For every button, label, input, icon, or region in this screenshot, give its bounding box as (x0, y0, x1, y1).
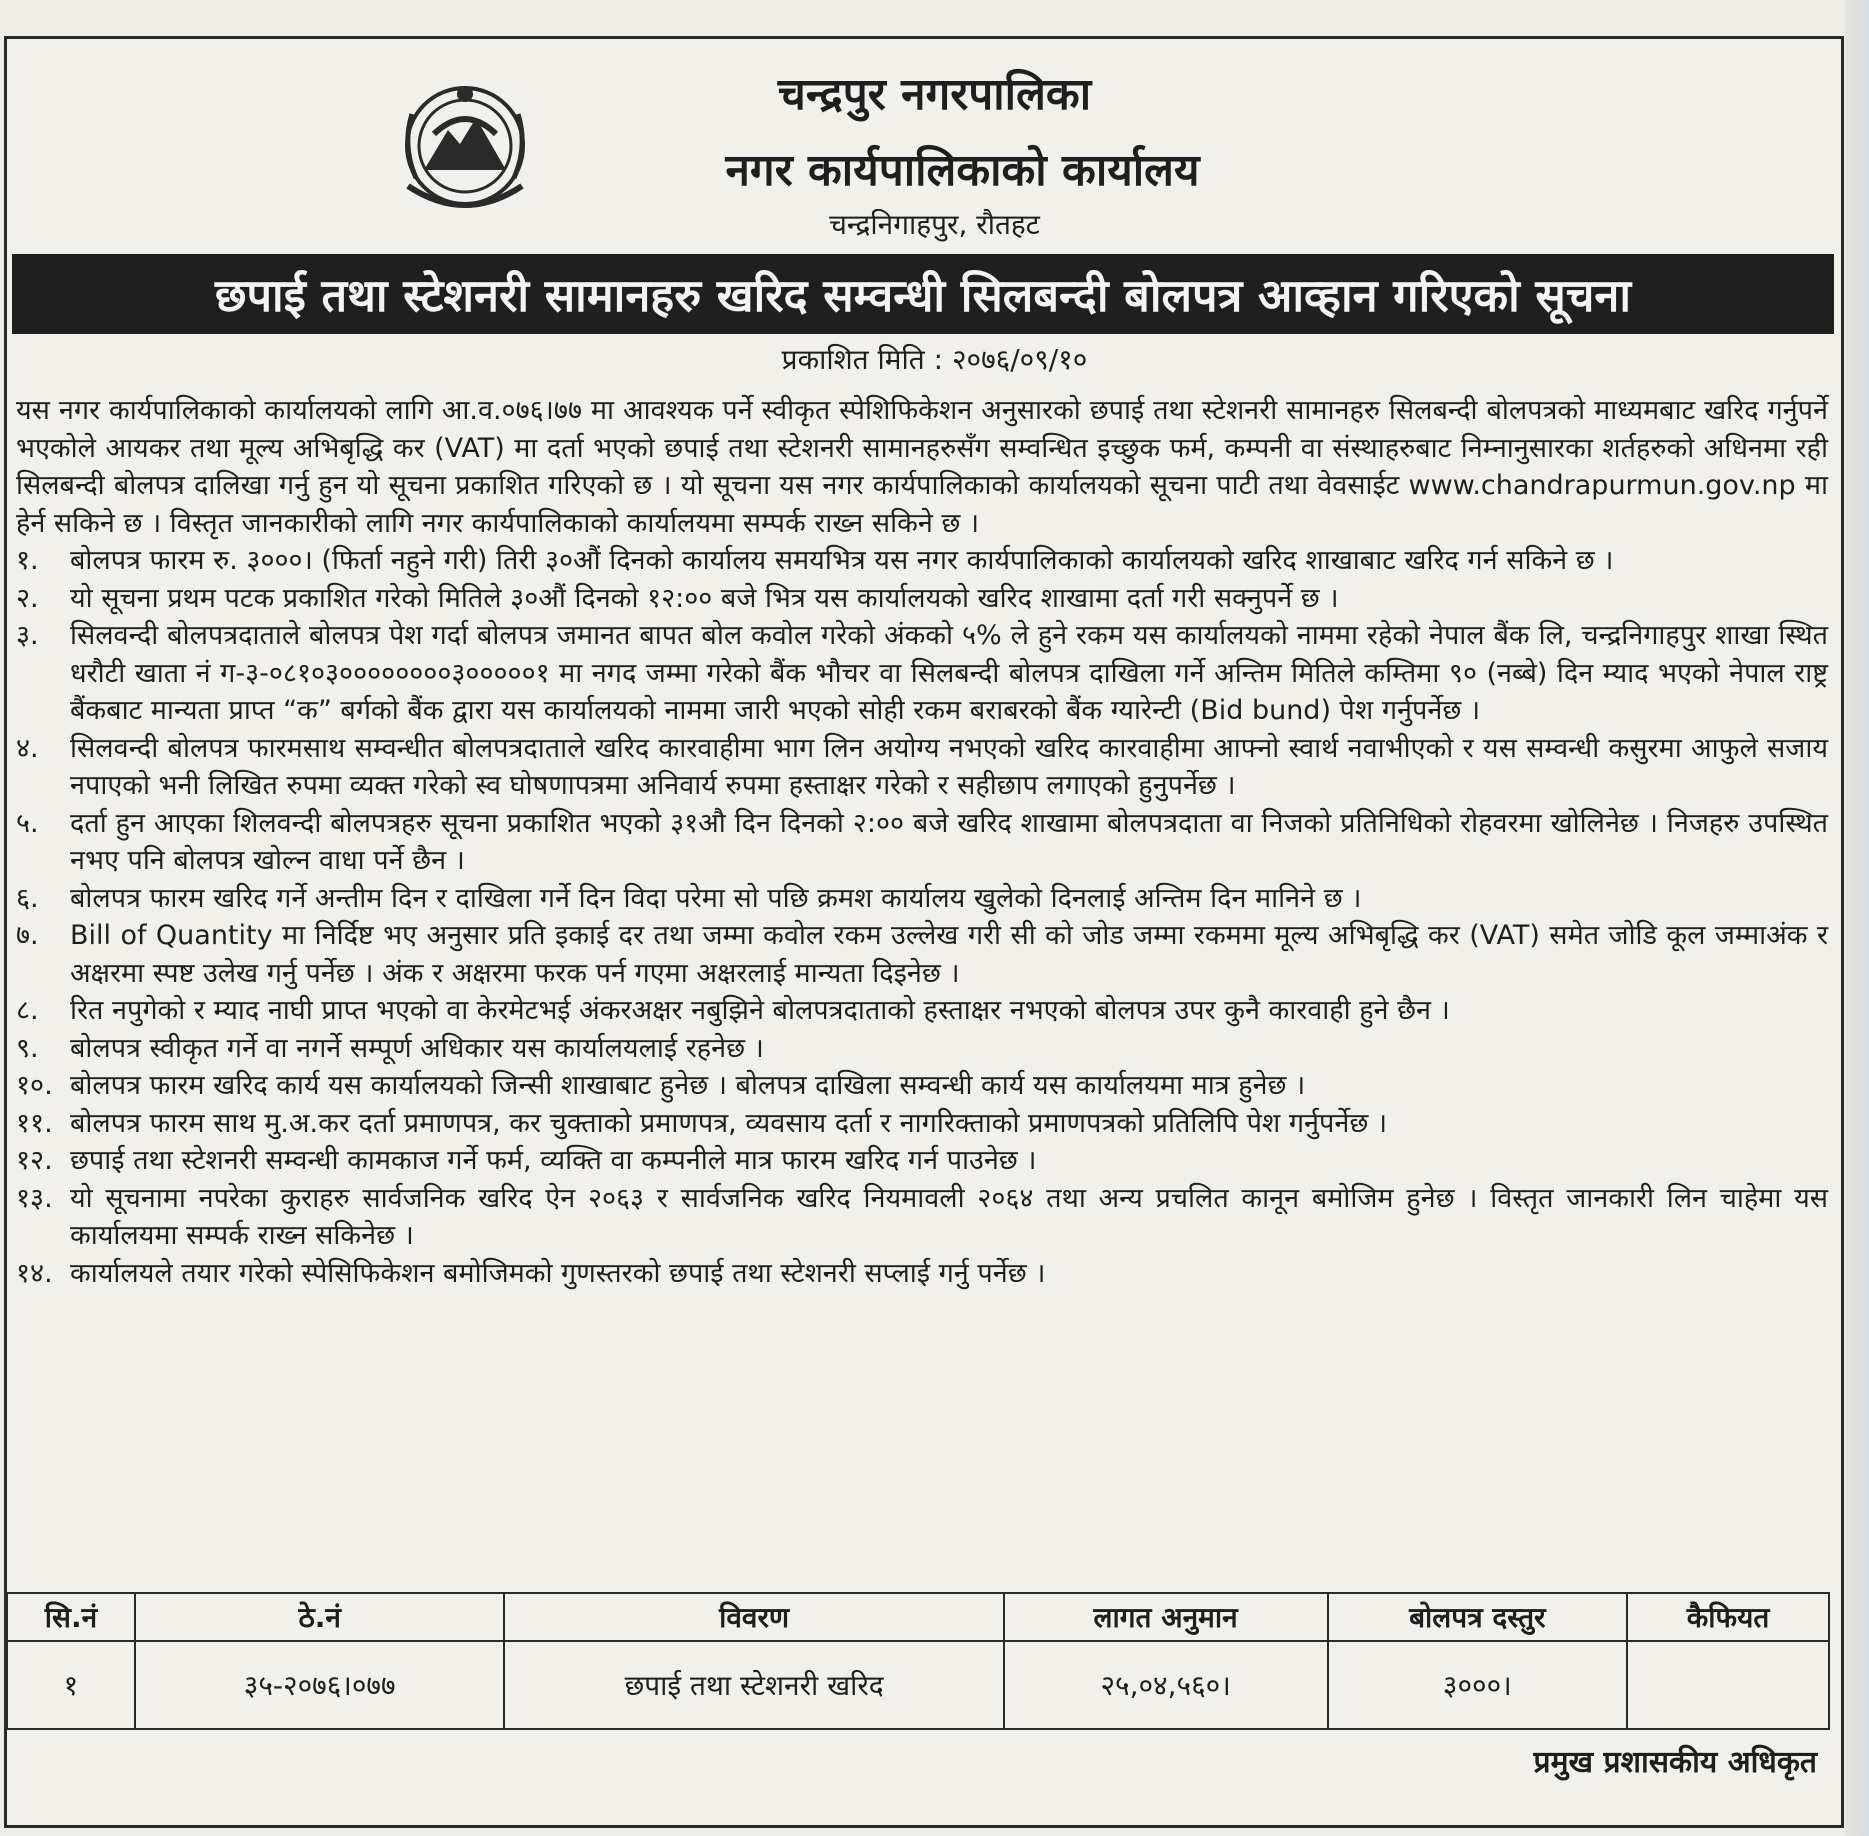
list-item (16, 992, 1828, 1030)
table-header-row (7, 1593, 1829, 1641)
item-text: यो सूचना प्रथम पटक प्रकाशित गरेको मितिले ३०औं दिनको १२:०० बजे भित्र यस कार्यालयको खरिद शाखामा दर्ता गरी सक्नुपर्ने छ । (70, 582, 1339, 614)
terms-list (16, 542, 1828, 1292)
item-text: Bill of Quantity मा निर्दिष्ट भए अनुसार प्रति इकाई दर तथा जम्मा कवोल रकम उल्लेख गरी सी को जोड जम्मा रकममा मूल्य अभिबृद्धि कर (VAT) समेत जोडि कूल जम्माअंक र अक्षरमा स्पष्ट उलेख गर्नु पर्नेछ । अंक र अक्षरमा फरक पर्न गएमा अक्षरलाई मान्यता दिइनेछ । (70, 920, 1828, 989)
item-text: छपाई तथा स्टेशनरी सम्वन्धी कामकाज गर्ने फर्म, व्यक्ति वा कम्पनीले मात्र फारम खरिद गर्न पाउनेछ । (70, 1145, 1037, 1176)
notice-body (16, 392, 1828, 1292)
office-name: नगर कार्यपालिकाको कार्यालय (725, 145, 1200, 196)
cell-description: छपाई तथा स्टेशनरी खरिद (504, 1641, 1003, 1729)
cell-cost-estimate: २५,०४,५६०। (1004, 1641, 1328, 1729)
cell-bid-fee: ३०००। (1328, 1641, 1628, 1729)
list-item (16, 730, 1828, 805)
list-item (16, 1030, 1828, 1068)
item-number: १०. (16, 1070, 53, 1101)
column-header: विवरण (504, 1593, 1003, 1641)
page-edge (1845, 0, 1869, 1836)
column-header: सि.नं (7, 1593, 135, 1641)
bid-table (6, 1592, 1830, 1730)
column-header: बोलपत्र दस्तुर (1328, 1593, 1628, 1641)
item-number: १३. (16, 1182, 53, 1214)
column-header: कैफियत (1627, 1593, 1829, 1641)
list-item (16, 542, 1828, 580)
item-number: ११. (16, 1107, 53, 1139)
list-item (16, 1067, 1828, 1105)
item-text: बोलपत्र फारम रु. ३०००। (फिर्ता नहुने गरी) तिरी ३०औं दिनको कार्यालय समयभित्र यस नगर कार्यपालिकाको कार्यालयको खरिद शाखाबाट खरिद गर्न सकिने छ । (70, 545, 1614, 576)
item-text: सिलवन्दी बोलपत्रदाताले बोलपत्र पेश गर्दा बोलपत्र जमानत बापत बोल कवोल गरेको अंकको ५% ले हुने रकम यस कार्यालयको नाममा रहेको नेपाल बैंक लि, चन्द्रनिगाहपुर शाखा स्थित धरौटी खाता नं ग-३-०८१०३००००००००३०००००१ मा नगद जम्मा गरेको बैंक भौचर वा सिलबन्दी बोलपत्र दाखिला गर्ने अन्तिम मितिले कम्तिमा ९० (नब्बे) दिन म्याद भएको नेपाल राष्ट्र बैंकबाट मान्यता प्राप्त “क” बर्गको बैंक द्वारा यस कार्यालयको नाममा जारी भएको सोही रकम बराबरको बैंक ग्यारेन्टी (Bid bund) पेश गर्नुपर्नेछ । (70, 620, 1828, 726)
notice-title: छपाई तथा स्टेशनरी सामानहरु खरिद सम्वन्धी सिलबन्दी बोलपत्र आव्हान गरिएको सूचना (12, 254, 1834, 334)
office-address: चन्द्रनिगाहपुर, रौतहट (829, 208, 1040, 241)
list-item (16, 1255, 1828, 1293)
item-text: सिलवन्दी बोलपत्र फारमसाथ सम्वन्धीत बोलपत्रदाताले खरिद कारवाहीमा भाग लिन अयोग्य नभएको खरिद कारवाहीमा आफ्नो स्वार्थ नवाभीएको र यस सम्वन्धी कसुरमा आफुले सजाय नपाएको भनी लिखित रुपमा व्यक्त गरेको स्व घोषणापत्रमा अनिवार्य रुपमा हस्ताक्षर गरेको र सहीछाप लगाएको हुनुपर्नेछ । (70, 732, 1828, 801)
org-name: चन्द्रपुर नगरपालिका (777, 69, 1092, 120)
item-text: बोलपत्र फारम साथ मु.अ.कर दर्ता प्रमाणपत्र, कर चुक्ताको प्रमाणपत्र, व्यवसाय दर्ता र नागरिक्ताको प्रमाणपत्रको प्रतिलिपि पेश गर्नुपर्नेछ । (70, 1107, 1388, 1139)
column-header: ठे.नं (135, 1593, 505, 1641)
item-text: बोलपत्र फारम खरिद कार्य यस कार्यालयको जिन्सी शाखाबाट हुनेछ । बोलपत्र दाखिला सम्वन्धी कार्य यस कार्यालयमा मात्र हुनेछ । (70, 1070, 1306, 1101)
item-number: ९. (16, 1032, 39, 1064)
list-item (16, 917, 1828, 992)
item-number: १४. (16, 1257, 53, 1289)
list-item (16, 805, 1828, 880)
list-item (16, 1142, 1828, 1180)
cell-serial: १ (7, 1641, 135, 1729)
item-number: ५. (16, 807, 39, 839)
list-item (16, 1180, 1828, 1255)
cell-contract-no: ३५-२०७६।०७७ (135, 1641, 505, 1729)
item-number: १. (16, 545, 39, 576)
list-item (16, 617, 1828, 730)
item-text: कार्यालयले तयार गरेको स्पेसिफिकेशन बमोजिमको गुणस्तरको छपाई तथा स्टेशनरी सप्लाई गर्नु पर्नेछ । (70, 1257, 1046, 1289)
item-text: रित नपुगेको र म्याद नाघी प्राप्त भएको वा केरमेटभई अंकरअक्षर नबुझिने बोलपत्रदाताको हस्ताक्षर नभएको बोलपत्र उपर कुनै कारवाही हुने छैन । (70, 995, 1450, 1026)
item-number: ६. (16, 882, 39, 914)
item-text: यो सूचनामा नपरेका कुराहरु सार्वजनिक खरिद ऐन २०६३ र सार्वजनिक खरिद नियमावली २०६४ तथा अन्य प्रचलित कानून बमोजिम हुनेछ । विस्तृत जानकारी लिन चाहेमा यस कार्यालयमा सम्पर्क राख्न सकिनेछ । (70, 1182, 1828, 1251)
item-number: ७. (16, 920, 39, 951)
item-text: दर्ता हुन आएका शिलवन्दी बोलपत्रहरु सूचना प्रकाशित भएको ३१औ दिन दिनको २:०० बजे खरिद शाखामा बोलपत्रदाता वा निजको प्रतिनिधिको रोहवरमा खोलिनेछ । निजहरु उपस्थित नभए पनि बोलपत्र खोल्न वाधा पर्ने छैन । (70, 807, 1828, 876)
list-item (16, 580, 1828, 618)
table-row (7, 1641, 1829, 1729)
item-number: ४. (16, 732, 39, 764)
item-number: ८. (16, 995, 39, 1026)
column-header: लागत अनुमान (1004, 1593, 1328, 1641)
item-text: बोलपत्र फारम खरिद गर्ने अन्तीम दिन र दाखिला गर्ने दिन विदा परेमा सो पछि क्रमश कार्यालय खुलेको दिनलाई अन्तिम दिन मानिने छ । (70, 882, 1362, 914)
list-item (16, 880, 1828, 918)
published-date: प्रकाशित मिति : २०७६/०९/१० (781, 343, 1088, 376)
intro-paragraph: यस नगर कार्यपालिकाको कार्यालयको लागि आ.व.०७६।७७ मा आवश्यक पर्ने स्वीकृत स्पेशिफिकेशन अनुसारको छपाई तथा स्टेशनरी सामानहरु सिलबन्दी बोलपत्रको माध्यमबाट खरिद गर्नुपर्ने भएकोले आयकर तथा मूल्य अभिबृद्धि कर (VAT) मा दर्ता भएको छपाई तथा स्टेशनरी सामानहरुसँग सम्वन्धित इच्छुक फर्म, कम्पनी वा संस्थाहरुबाट निम्नानुसारका शर्तहरुको अधिनमा रही सिलबन्दी बोलपत्र दालिखा गर्नु हुन यो सूचना प्रकाशित गरिएको छ । यो सूचना यस नगर कार्यपालिकाको कार्यालयको सूचना पाटी तथा वेवसाईट www.chandrapurmun.gov.np मा हेर्न सकिने छ । विस्तृत जानकारीको लागि नगर कार्यपालिकाको कार्यालयमा सम्पर्क राख्न सकिने छ । (16, 395, 1828, 539)
item-number: १२. (16, 1145, 53, 1176)
item-text: बोलपत्र स्वीकृत गर्ने वा नगर्ने सम्पूर्ण अधिकार यस कार्यालयलाई रहनेछ । (70, 1032, 764, 1064)
list-item (16, 1105, 1828, 1143)
cell-remarks (1627, 1641, 1829, 1729)
signatory-title: प्रमुख प्रशासकीय अधिकृत (1533, 1745, 1817, 1780)
item-number: २. (16, 582, 39, 614)
item-number: ३. (16, 620, 39, 651)
